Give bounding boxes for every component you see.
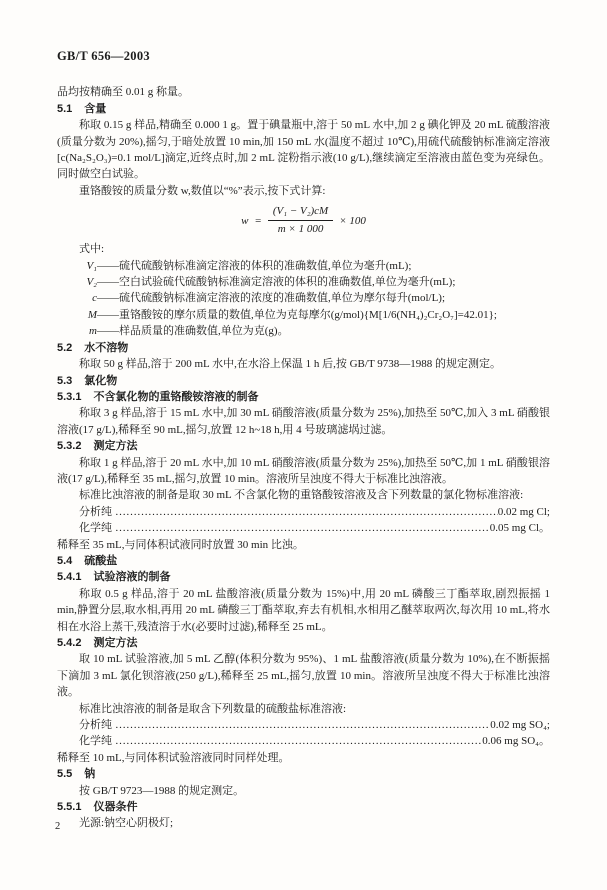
section-title: 测定方法 (93, 440, 138, 453)
formula-denominator: m × 1 000 (277, 223, 324, 236)
variable-description: ——样品质量的准确数值,单位为克(g)。 (97, 325, 289, 338)
variable-definition (57, 290, 550, 306)
section-heading-5-4 (57, 553, 550, 569)
grade-value: 0.05 mg Cl。 (489, 522, 550, 535)
grade-value: 0.06 mg SO₄。 (482, 735, 550, 748)
section-title: 含量 (84, 102, 107, 115)
formula-equals: = (254, 214, 262, 227)
section-title: 硫酸盐 (84, 554, 118, 567)
turbidity-standard-row (57, 733, 550, 749)
section-heading-5-3-2 (57, 438, 550, 454)
variable-definition (57, 323, 550, 339)
mass-fraction-formula (57, 204, 550, 237)
section-title: 测定方法 (93, 637, 138, 649)
section-title: 钠 (84, 768, 96, 781)
variable-symbol: c (92, 292, 97, 305)
section-title: 不含氯化物的重铬酸铵溶液的制备 (93, 390, 259, 403)
section-heading-5-5-1 (57, 799, 550, 815)
dot-leader (112, 520, 490, 536)
formula-lhs: w (241, 214, 249, 227)
variable-description: ——硫代硫酸钠标准滴定溶液的体积的准确数值,单位为毫升(mL); (97, 259, 412, 272)
section-title: 氯化物 (84, 374, 118, 387)
variable-symbol: V₂ (86, 276, 97, 289)
paragraph: 按 GB/T 9723—1988 的规定测定。 (79, 784, 245, 797)
turbidity-standard-row (57, 520, 550, 536)
variable-symbol: V₁ (86, 259, 97, 272)
section-number: 5.3 (57, 374, 73, 387)
where-label: 式中: (79, 243, 105, 256)
section-heading-5-4-2 (57, 635, 550, 651)
section-number: 5.5 (57, 768, 73, 781)
section-heading-5-2 (57, 340, 550, 356)
formula-numerator: (V₁ − V₂)cM (268, 204, 333, 221)
paragraph: 重铬酸铵的质量分数 w,数值以“%”表示,按下式计算: (79, 184, 326, 197)
section-number: 5.4.1 (57, 571, 82, 584)
paragraph: 稀释至 10 mL,与同体积试验溶液同时同样处理。 (57, 751, 290, 764)
doc-number: GB/T 656—2003 (57, 49, 150, 63)
paragraph: 称取 0.15 g 样品,精确至 0.000 1 g。置于碘量瓶中,溶于 50 mL 水中,加 2 g 碘化钾及 20 mL 硫酸溶液(质量分数为 20%),摇匀,于暗处放置 10 min,加 150 mL 水(温度不超过 10℃),用硫代硫酸钠标准滴定溶液[c(Na₂S₂O₃)=0.1 mol/L]滴定,近终点时,加 2 mL 淀粉指示液(10 g/L),继续滴定至溶液由蓝色变为亮绿色。同时做空白试验。 (57, 119, 550, 181)
section-title: 水不溶物 (84, 341, 129, 354)
paragraph: 标准比浊溶液的制备是取含下列数量的硫酸盐标准溶液: (79, 702, 347, 715)
grade-label: 化学纯 (79, 522, 112, 535)
dot-leader (112, 733, 482, 749)
paragraph: 称取 0.5 g 样品,溶于 20 mL 盐酸溶液(质量分数为 15%)中,用 20 mL 磷酸三丁酯萃取,剧烈振摇 1 min,静置分层,取水相,再用 20 mL 磷酸三丁酯萃取,弃去有机相,水相用乙醚萃取两次,每次用 10 mL,将水相在水浴上蒸干,残渣溶于水(必要时过滤),稀释至 25 mL。 (57, 587, 550, 633)
turbidity-standard-row (57, 717, 550, 733)
variable-definition (57, 274, 550, 290)
paragraph: 称取 50 g 样品,溶于 200 mL 水中,在水浴上保温 1 h 后,按 GB/T 9738—1988 的规定测定。 (79, 358, 501, 371)
variable-symbol: M (87, 308, 97, 321)
grade-label: 分析纯 (79, 719, 112, 732)
section-number: 5.2 (57, 341, 73, 354)
variable-definition (57, 307, 550, 323)
section-heading-5-3-1 (57, 389, 550, 405)
section-number: 5.3.1 (57, 390, 82, 403)
section-heading-5-4-1 (57, 569, 550, 585)
dot-leader (112, 504, 498, 520)
variable-symbol: m (89, 325, 97, 338)
grade-value: 0.02 mg Cl; (497, 505, 550, 518)
formula-suffix: × 100 (339, 214, 366, 227)
grade-label: 分析纯 (79, 505, 112, 518)
variable-definition (57, 258, 550, 274)
paragraph: 称取 1 g 样品,溶于 20 mL 水中,加 10 mL 硝酸溶液(质量分数为 25%),加热至 50℃,加 1 mL 硝酸银溶液(17 g/L),稀释至 35 mL,摇匀,放置 10 min。溶液所呈浊度不得大于标准比浊溶液。 (57, 456, 550, 485)
paragraph: 称取 3 g 样品,溶于 15 mL 水中,加 30 mL 硝酸溶液(质量分数为 25%),加热至 50℃,加入 3 mL 硝酸银溶液(17 g/L),稀释至 90 mL,摇匀,放置 12 h~18 h,用 4 号玻璃滤埚过滤。 (57, 407, 550, 436)
section-number: 5.1 (57, 102, 73, 115)
page-number: 2 (55, 820, 61, 832)
section-number: 5.5.1 (57, 801, 82, 814)
turbidity-standard-row (57, 504, 550, 520)
section-heading-5-3 (57, 373, 550, 389)
grade-label: 化学纯 (79, 735, 112, 748)
dot-leader (112, 717, 490, 733)
formula-fraction (268, 204, 333, 237)
paragraph: 稀释至 35 mL,与同体积试液同时放置 30 min 比浊。 (57, 538, 304, 551)
section-title: 试验溶液的制备 (93, 571, 171, 584)
variable-description: ——硫代硫酸钠标准滴定溶液的浓度的准确数值,单位为摩尔每升(mol/L); (97, 292, 446, 305)
intro-continuation-line: 品均按精确至 0.01 g 称量。 (57, 86, 189, 99)
section-number: 5.4 (57, 554, 73, 567)
section-number: 5.3.2 (57, 440, 82, 453)
section-title: 仪器条件 (93, 801, 138, 814)
grade-value: 0.02 mg SO₄; (490, 719, 550, 732)
paragraph: 标准比浊溶液的制备是取 30 mL 不含氯化物的重铬酸铵溶液及含下列数量的氯化物标准溶液: (79, 489, 524, 502)
section-heading-5-5 (57, 766, 550, 782)
paragraph: 取 10 mL 试验溶液,加 5 mL 乙醇(体积分数为 95%)、1 mL 盐酸溶液(质量分数为 10%),在不断振摇下滴加 3 mL 氯化钡溶液(250 g/L),稀释至 25 mL,摇匀,放置 10 min。溶液所呈浊度不得大于标准比浊溶液。 (57, 653, 550, 699)
paragraph: 光源:钠空心阴极灯; (79, 817, 174, 830)
variable-description: ——重铬酸铵的摩尔质量的数值,单位为克每摩尔(g/mol){M[1/6(NH₄)₂Cr₂O₇]=42.01}; (97, 308, 497, 321)
section-heading-5-1 (57, 101, 550, 117)
variable-description: ——空白试验硫代硫酸钠标准滴定溶液的体积的准确数值,单位为毫升(mL); (97, 276, 456, 289)
section-number: 5.4.2 (57, 637, 82, 649)
